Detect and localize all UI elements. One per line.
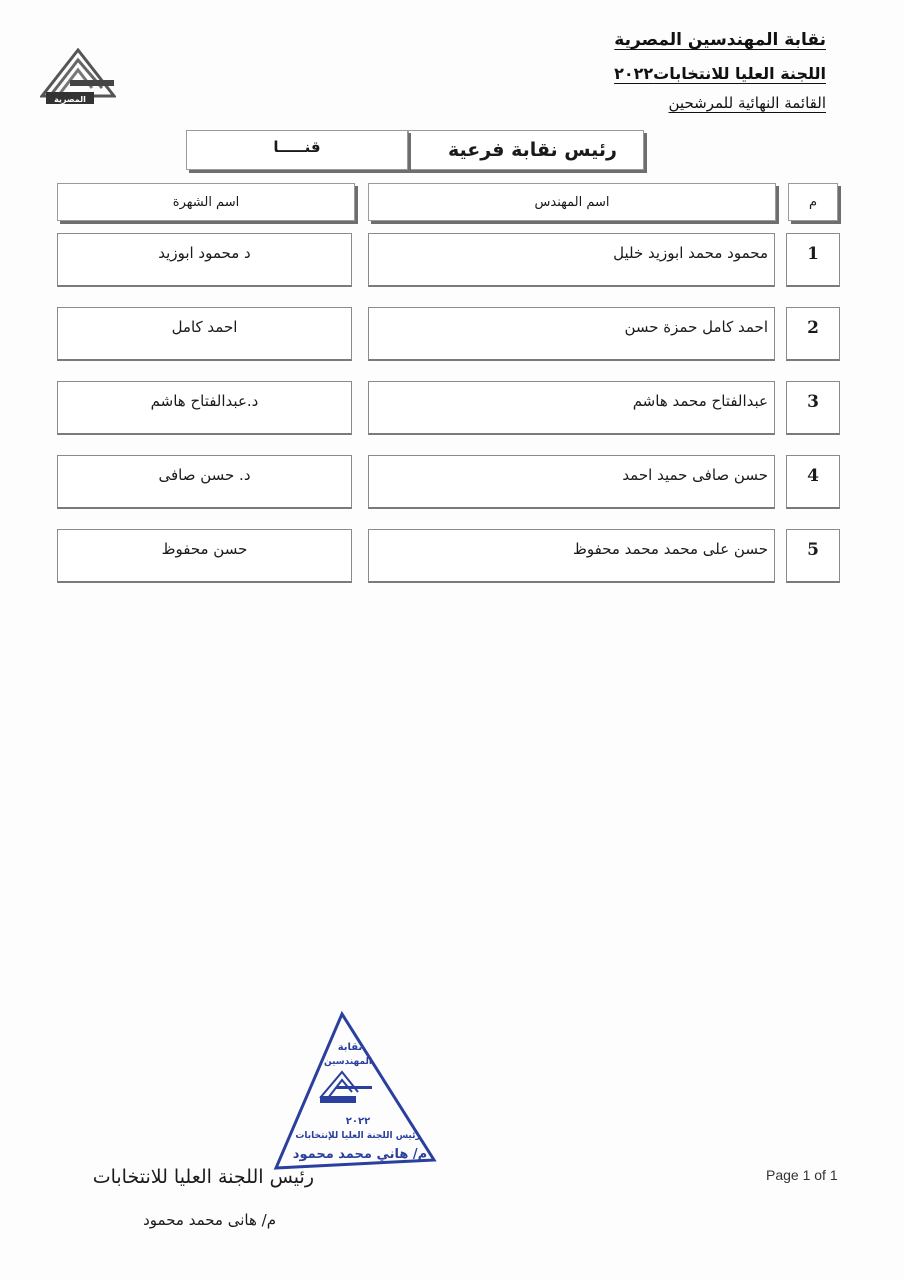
popular-name: د. حسن صافى [158,466,251,484]
position-box [408,130,644,170]
stamp-top-line2: المهندسين [324,1057,372,1067]
committee-title: اللجنة العليا للانتخابات٢٠٢٢ [614,64,826,83]
engineer-name-cell [368,307,775,361]
popular-name: د محمود ابوزيد [158,244,251,262]
engineer-name: عبدالفتاح محمد هاشم [632,392,768,410]
stamp-name: م/ هاني محمد محمود [292,1147,428,1162]
official-stamp [270,1010,440,1180]
engineer-name: حسن صافى حميد احمد [622,466,768,484]
engineer-name: احمد كامل حمزة حسن [624,318,768,336]
org-name: نقابة المهندسين المصرية [614,30,826,50]
position-label: رئيس نقابة فرعية [447,139,617,161]
branch-label: قنـــــا [273,138,321,156]
column-header-popular-name: اسم الشهرة [57,183,355,221]
engineer-name-cell [368,381,775,435]
engineer-name: حسن على محمد محمد محفوظ [572,540,768,558]
row-number-cell: 1 [786,233,840,287]
popular-name-cell [57,233,352,287]
signatory-title: رئيس اللجنة العليا للانتخابات [92,1166,314,1188]
popular-name: احمد كامل [171,318,238,336]
row-number-cell: 3 [786,381,840,435]
page-number: Page 1 of 1 [766,1167,838,1183]
popular-name-cell [57,307,352,361]
signatory-name: م/ هانى محمد محمود [143,1211,276,1229]
engineer-name-cell [368,455,775,509]
branch-box [186,130,408,170]
popular-name: د.عبدالفتاح هاشم [150,392,259,410]
stamp-top-line1: نقابة [337,1042,363,1053]
column-header-number: م [788,183,838,221]
row-number-cell: 4 [786,455,840,509]
engineer-name: محمود محمد ابوزيد خليل [613,244,768,262]
list-title: القائمة النهائية للمرشحين [668,94,826,112]
popular-name-cell [57,529,352,583]
row-number-cell: 2 [786,307,840,361]
column-header-engineer-name: اسم المهندس [368,183,776,221]
row-number-cell: 5 [786,529,840,583]
engineer-name-cell [368,233,775,287]
syndicate-logo-icon [40,48,116,110]
popular-name-cell [57,455,352,509]
popular-name-cell [57,381,352,435]
engineer-name-cell [368,529,775,583]
stamp-logo-icon [320,1072,372,1103]
popular-name: حسن محفوظ [161,540,248,558]
stamp-year: ٢٠٢٢ [345,1116,371,1127]
svg-text:المصرية: المصرية [54,95,86,104]
stamp-role: رئيس اللجنة العليا للإنتخابات [295,1131,421,1141]
